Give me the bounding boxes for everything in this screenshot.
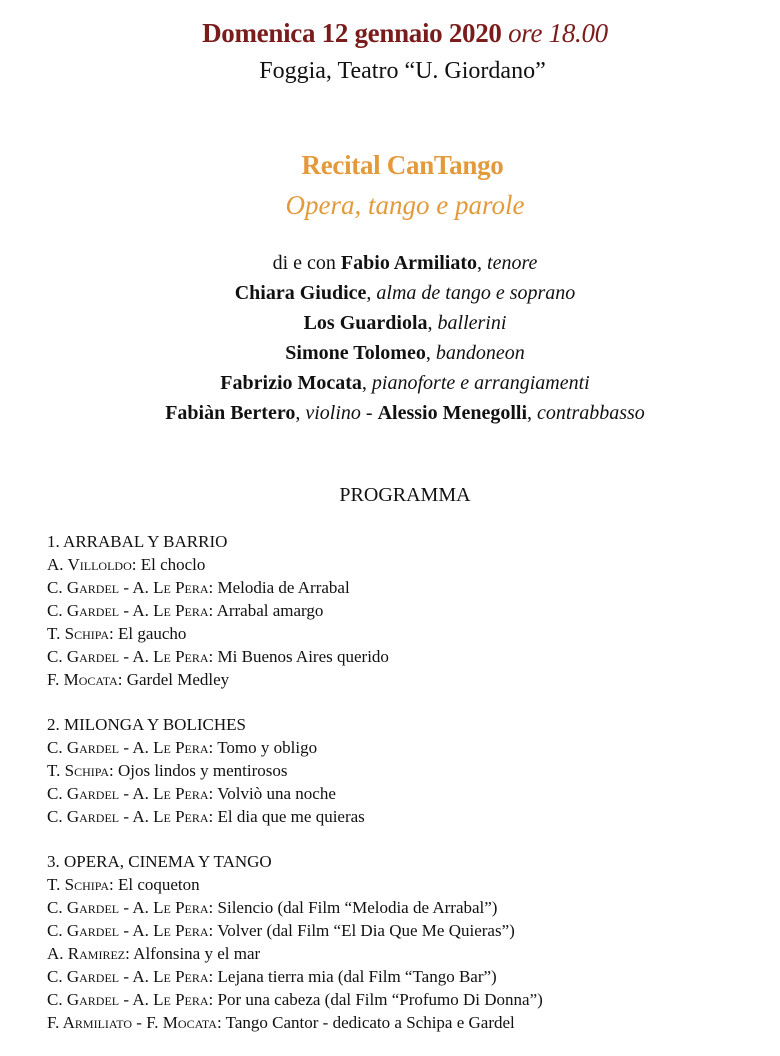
program-item	[47, 759, 767, 782]
program-item-colon: :	[208, 921, 218, 940]
recital-subtitle: Opera, tango e parole	[285, 190, 525, 220]
program-item	[47, 965, 767, 988]
credit-role: alma de tango e soprano	[376, 282, 576, 304]
program-item-colon: :	[108, 624, 118, 643]
program-item	[47, 782, 767, 805]
program-item-colon: :	[208, 738, 218, 757]
program-item-work: El coqueton	[117, 875, 200, 894]
program-item-work: Tango Cantor - dedicato a Schipa e Gardel	[225, 1013, 515, 1032]
program-item-author: C. Gardel - A. Le Pera	[47, 990, 209, 1009]
credit-name: Simone Tolomeo	[285, 342, 426, 364]
program-item	[47, 919, 767, 942]
program-item-author: C. Gardel - A. Le Pera	[47, 967, 209, 986]
credit-role: violino	[305, 402, 361, 424]
program-item	[47, 736, 767, 759]
credits-block	[0, 248, 780, 428]
program-item-work: Tomo y obligo	[217, 738, 318, 757]
program-item	[47, 645, 767, 668]
program-item-work: Alfonsina y el mar	[133, 944, 261, 963]
program-item-work: Gardel Medley	[126, 670, 230, 689]
program-item-work: El dia que me quieras	[217, 807, 365, 826]
credit-line: di e con Fabio Armiliato, tenore	[272, 252, 538, 274]
program-section	[47, 850, 767, 1034]
program-item-work: El choclo	[140, 555, 206, 574]
program-item-work: Arrabal amargo	[216, 601, 324, 620]
program-item-colon: :	[108, 761, 118, 780]
event-date: Domenica 12 gennaio 2020	[202, 18, 502, 48]
event-time: ore 18.00	[508, 18, 608, 48]
program-item-work: Silencio (dal Film “Melodia de Arrabal”)	[217, 898, 498, 917]
credit-role: contrabbasso	[537, 402, 645, 424]
program-item-work: Por una cabeza (dal Film “Profumo Di Donna”)	[217, 990, 543, 1009]
program-item	[47, 988, 767, 1011]
program-item	[47, 599, 767, 622]
program-item	[47, 553, 767, 576]
program-item-author: A. Villoldo	[47, 555, 132, 574]
program-section	[47, 530, 767, 691]
program-item-author: C. Gardel - A. Le Pera	[47, 921, 209, 940]
program-item-work: Melodia de Arrabal	[217, 578, 350, 597]
program-item-work: Lejana tierra mia (dal Film “Tango Bar”)	[217, 967, 497, 986]
program-item-work: El gaucho	[117, 624, 187, 643]
event-date-line	[0, 18, 780, 49]
program-item-colon: :	[117, 670, 127, 689]
credit-separator: -	[360, 402, 378, 424]
program-item-colon: :	[208, 647, 218, 666]
program-item-author: C. Gardel - A. Le Pera	[47, 738, 209, 757]
program-item	[47, 873, 767, 896]
credit-line: Simone Tolomeo, bandoneon	[285, 342, 525, 364]
program-item-author: C. Gardel - A. Le Pera	[47, 898, 209, 917]
program-item	[47, 622, 767, 645]
program-item	[47, 805, 767, 828]
program-item-colon: :	[208, 578, 218, 597]
program-item-author: T. Schipa	[47, 875, 109, 894]
program-section	[47, 713, 767, 828]
program-item	[47, 668, 767, 691]
credit-role: tenore	[487, 252, 538, 274]
program-item	[47, 942, 767, 965]
program-item-colon: :	[208, 601, 217, 620]
program-item-colon: :	[216, 1013, 226, 1032]
credit-name: Fabio Armiliato	[340, 252, 478, 274]
program-item-colon: :	[108, 875, 118, 894]
program-item	[47, 1011, 767, 1034]
program-heading: PROGRAMMA	[339, 484, 471, 506]
program-item-author: T. Schipa	[47, 624, 109, 643]
credit-role: ballerini	[437, 312, 507, 334]
credit-line: Los Guardiola, ballerini	[303, 312, 507, 334]
program-item-colon: :	[208, 898, 218, 917]
program-item-author: F. Mocata	[47, 670, 118, 689]
credit-line: Fabiàn Bertero, violino - Alessio Menegolli, contrabbasso	[165, 402, 645, 424]
program-item-colon: :	[208, 784, 218, 803]
event-venue: Foggia, Teatro “U. Giordano”	[259, 58, 546, 84]
credit-name: Chiara Giudice	[234, 282, 367, 304]
credit-line: Chiara Giudice, alma de tango e soprano	[234, 282, 576, 304]
program-section-title: 3. OPERA, CINEMA Y TANGO	[47, 852, 272, 871]
program-item-author: A. Ramirez	[47, 944, 126, 963]
recital-title: Recital CanTango	[301, 150, 504, 180]
credit-name: Alessio Menegolli	[377, 402, 528, 424]
program-item-work: Ojos lindos y mentirosos	[117, 761, 288, 780]
credit-line: Fabrizio Mocata, pianoforte e arrangiamenti	[220, 372, 590, 394]
program-item-colon: :	[208, 807, 218, 826]
credit-prefix: di e con	[272, 252, 341, 274]
program-item-colon: :	[125, 944, 134, 963]
program-item-author: T. Schipa	[47, 761, 109, 780]
program-item-colon: :	[131, 555, 141, 574]
program-list	[47, 530, 767, 1056]
program-section-title: 2. MILONGA Y BOLICHES	[47, 715, 246, 734]
credit-role: pianoforte e arrangiamenti	[371, 372, 590, 394]
program-item-author: C. Gardel - A. Le Pera	[47, 601, 209, 620]
credit-name: Los Guardiola	[303, 312, 428, 334]
credit-name: Fabrizio Mocata	[220, 372, 362, 394]
program-item-colon: :	[208, 967, 218, 986]
program-item-work: Volver (dal Film “El Dia Que Me Quieras”)	[217, 921, 515, 940]
program-item-author: F. Armiliato - F. Mocata	[47, 1013, 217, 1032]
program-item-author: C. Gardel - A. Le Pera	[47, 784, 209, 803]
credit-name: Fabiàn Bertero	[165, 402, 296, 424]
program-item-work: Volviò una noche	[217, 784, 336, 803]
program-item	[47, 896, 767, 919]
program-item-colon: :	[208, 990, 218, 1009]
program-item	[47, 576, 767, 599]
program-item-work: Mi Buenos Aires querido	[217, 647, 389, 666]
program-section-title: 1. ARRABAL Y BARRIO	[47, 532, 228, 551]
program-item-author: C. Gardel - A. Le Pera	[47, 807, 209, 826]
program-item-author: C. Gardel - A. Le Pera	[47, 647, 209, 666]
program-item-author: C. Gardel - A. Le Pera	[47, 578, 209, 597]
credit-role: bandoneon	[435, 342, 525, 364]
